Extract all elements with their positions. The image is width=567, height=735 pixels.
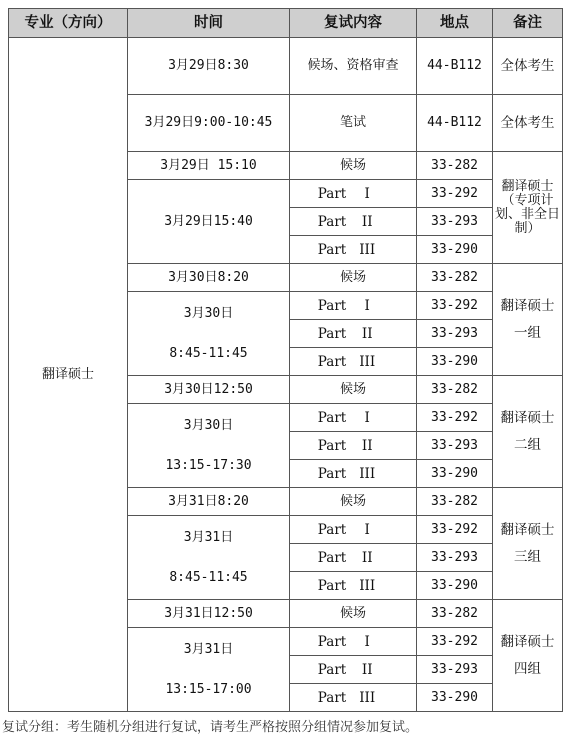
room-cell: 33-282 (417, 600, 493, 628)
part-cell: Part II (290, 432, 417, 460)
room-cell: 33-293 (417, 544, 493, 572)
room-cell: 33-292 (417, 516, 493, 544)
content-cell: 候场、资格审查 (290, 38, 417, 95)
room-cell: 33-293 (417, 208, 493, 236)
time-cell: 3月30日 8:45-11:45 (128, 292, 290, 376)
room-cell: 33-290 (417, 572, 493, 600)
content-cell: 候场 (290, 264, 417, 292)
part-cell: Part I (290, 404, 417, 432)
time-cell: 3月29日8:30 (128, 38, 290, 95)
header-row (9, 9, 563, 38)
time-cell: 3月31日8:20 (128, 488, 290, 516)
room-cell: 33-292 (417, 628, 493, 656)
room-cell: 33-282 (417, 264, 493, 292)
room-cell: 33-290 (417, 348, 493, 376)
content-cell: 候场 (290, 600, 417, 628)
part-cell: Part III (290, 572, 417, 600)
room-cell: 33-292 (417, 292, 493, 320)
header-major: 专业（方向） (9, 9, 128, 38)
content-cell: 候场 (290, 152, 417, 180)
header-note: 备注 (493, 9, 563, 38)
room-cell: 33-293 (417, 656, 493, 684)
content-cell: 笔试 (290, 95, 417, 152)
time-cell: 3月29日 15:10 (128, 152, 290, 180)
note-cell: 翻译硕士一组 (493, 264, 563, 376)
time-cell: 3月30日8:20 (128, 264, 290, 292)
time-cell: 3月31日12:50 (128, 600, 290, 628)
major-cell: 翻译硕士 (9, 38, 128, 712)
part-cell: Part III (290, 460, 417, 488)
room-cell: 33-290 (417, 460, 493, 488)
part-cell: Part I (290, 516, 417, 544)
time-cell: 3月30日12:50 (128, 376, 290, 404)
time-cell: 3月31日 13:15-17:00 (128, 628, 290, 712)
part-cell: Part II (290, 656, 417, 684)
room-cell: 33-293 (417, 320, 493, 348)
note-cell: 全体考生 (493, 38, 563, 95)
room-cell: 33-290 (417, 236, 493, 264)
part-cell: Part I (290, 292, 417, 320)
time-cell: 3月30日 13:15-17:30 (128, 404, 290, 488)
room-cell: 33-293 (417, 432, 493, 460)
room-cell: 33-290 (417, 684, 493, 712)
schedule-table (8, 8, 563, 712)
footer-note: 复试分组：考生随机分组进行复试，请考生严格按照分组情况参加复试。 (2, 720, 419, 735)
note-cell: 全体考生 (493, 95, 563, 152)
table-row (9, 38, 563, 95)
part-cell: Part II (290, 320, 417, 348)
note-cell: 翻译硕士四组 (493, 600, 563, 712)
room-cell: 33-282 (417, 376, 493, 404)
room-cell: 33-282 (417, 488, 493, 516)
part-cell: Part III (290, 684, 417, 712)
part-cell: Part I (290, 628, 417, 656)
header-time: 时间 (128, 9, 290, 38)
time-cell: 3月29日9:00-10:45 (128, 95, 290, 152)
note-cell: 翻译硕士（专项计划、非全日制） (493, 152, 563, 264)
header-location: 地点 (417, 9, 493, 38)
part-cell: Part III (290, 348, 417, 376)
part-cell: Part II (290, 208, 417, 236)
note-cell: 翻译硕士三组 (493, 488, 563, 600)
header-content: 复试内容 (290, 9, 417, 38)
room-cell: 44-B112 (417, 95, 493, 152)
part-cell: Part I (290, 180, 417, 208)
time-cell: 3月31日 8:45-11:45 (128, 516, 290, 600)
room-cell: 33-292 (417, 180, 493, 208)
time-cell: 3月29日15:40 (128, 180, 290, 264)
content-cell: 候场 (290, 376, 417, 404)
room-cell: 33-292 (417, 404, 493, 432)
part-cell: Part II (290, 544, 417, 572)
room-cell: 44-B112 (417, 38, 493, 95)
room-cell: 33-282 (417, 152, 493, 180)
note-cell: 翻译硕士二组 (493, 376, 563, 488)
content-cell: 候场 (290, 488, 417, 516)
part-cell: Part III (290, 236, 417, 264)
